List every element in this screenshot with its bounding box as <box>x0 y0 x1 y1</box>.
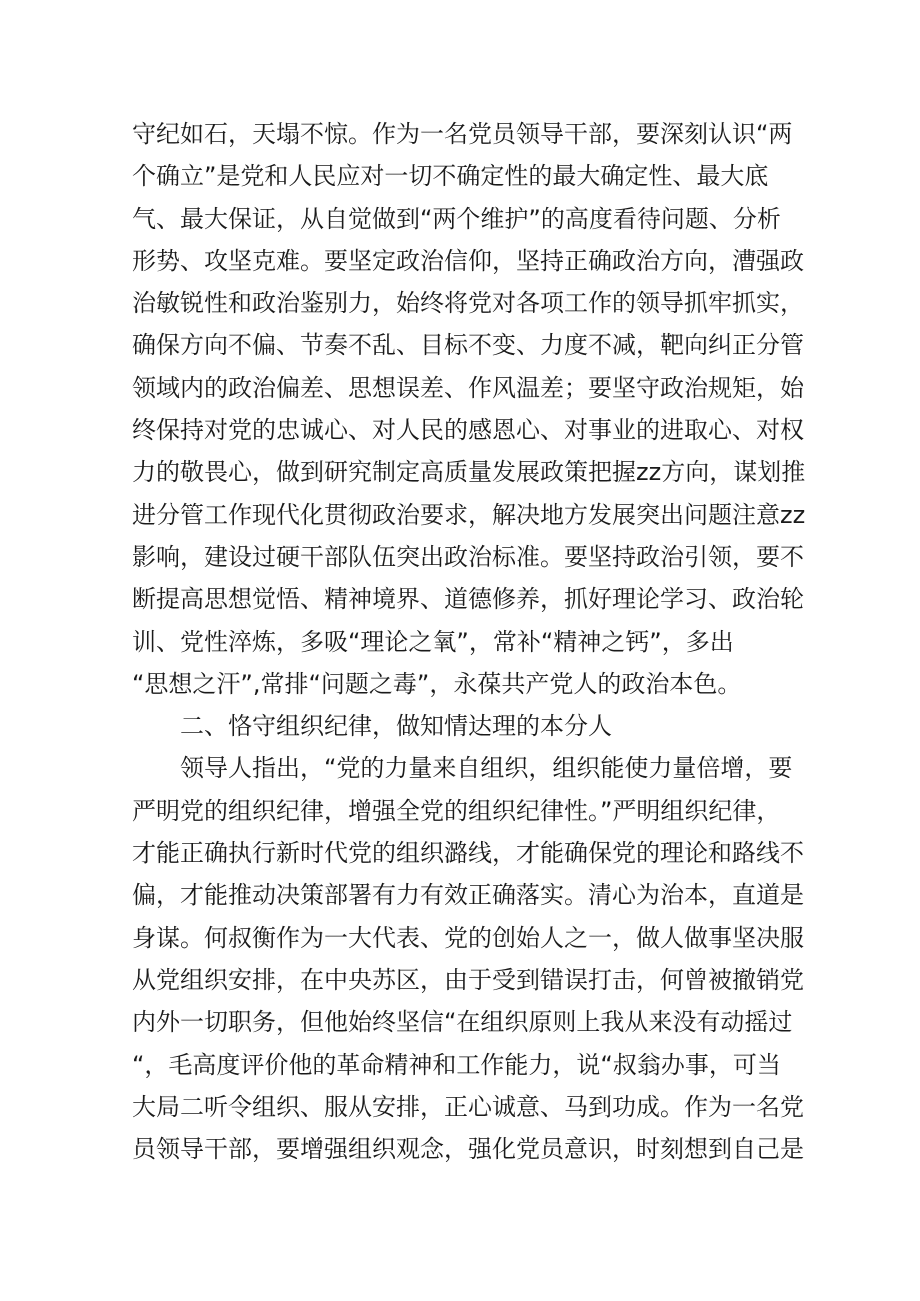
text-line: 守纪如石，天塌不惊。作为一名党员领导干部，要深刻认识“两 <box>132 120 793 148</box>
text-line: 气、最大保证，从自觉做到“两个维护”的高度看待问题、分析 <box>132 204 781 233</box>
text-line: 终保持对党的忠诚心、对人民的感恩心、对事业的进取心、对权 <box>132 416 804 445</box>
paragraph-start-line: 领导人指出，“党的力量来自组织，组织能使力量倍增，要 <box>180 754 793 783</box>
text-line: 个确立”是党和人民应对一切不确定性的最大确定性、最大底 <box>132 162 769 191</box>
text-line: 严明党的组织纪律，增强全党的组织纪律性。”严明组织纪律， <box>132 796 781 825</box>
section-heading: 二、恪守组织纪律，做知情达理的本分人 <box>180 712 612 741</box>
text-line: 身谋。何叔衡作为一大代表、党的创始人之一，做人做事坚决服 <box>132 923 804 952</box>
text-line: 偏，才能推动决策部署有力有效正确落实。清心为治本，直道是 <box>132 881 804 910</box>
text-line: 力的敬畏心，做到研究制定高质量发展政策把握zz方向，谋划推 <box>132 458 806 487</box>
text-line: 进分管工作现代化贯彻政治要求，解决地方发展突出问题注意zz <box>132 500 806 529</box>
text-line: 才能正确执行新时代党的组织潞线，才能确保党的理论和路线不 <box>132 839 804 868</box>
text-line: 从党组织安排，在中央苏区，由于受到错误打击，何曾被撤销党 <box>132 965 804 994</box>
text-line: “思想之汗”,常排“问题之毒”，永葆共产党人的政治本色。 <box>132 669 742 698</box>
text-line: 内外一切职务，但他始终坚信“在组织原则上我从来没有动摇过 <box>132 1008 793 1037</box>
text-line: 训、党性淬炼，多吸“理论之氧”，常补“精神之钙”，多出 <box>132 627 734 656</box>
text-line: 形势、攻坚克难。要坚定政治信仰，坚持正确政治方向，漕强政 <box>132 246 804 275</box>
text-line: 确保方向不偏、节奏不乱、目标不变、力度不减，靶向纠正分管 <box>132 331 804 360</box>
text-line: “，毛高度评价他的革命精神和工作能力，说“叔翁办事，可当 <box>132 1050 781 1079</box>
text-line: 领域内的政治偏差、思想误差、作风温差；要坚守政治规矩，始 <box>132 373 804 402</box>
text-line: 影响，建设过硬干部队伍突出政治标准。要坚持政治引领，要不 <box>132 542 804 571</box>
text-line: 员领导干部，要增强组织观念，强化党员意识，时刻想到自己是 <box>132 1135 804 1164</box>
text-line: 大局二听令组织、服从安排，正心诚意、马到功成。作为一名党 <box>132 1092 804 1121</box>
text-line: 断提高思想觉悟、精神境界、道德修养，抓好理论学习、政治轮 <box>132 585 804 614</box>
text-line: 治敏锐性和政治鉴别力，始终将党对各项工作的领导抓牢抓实， <box>132 289 804 318</box>
body-text <box>132 113 806 1170</box>
